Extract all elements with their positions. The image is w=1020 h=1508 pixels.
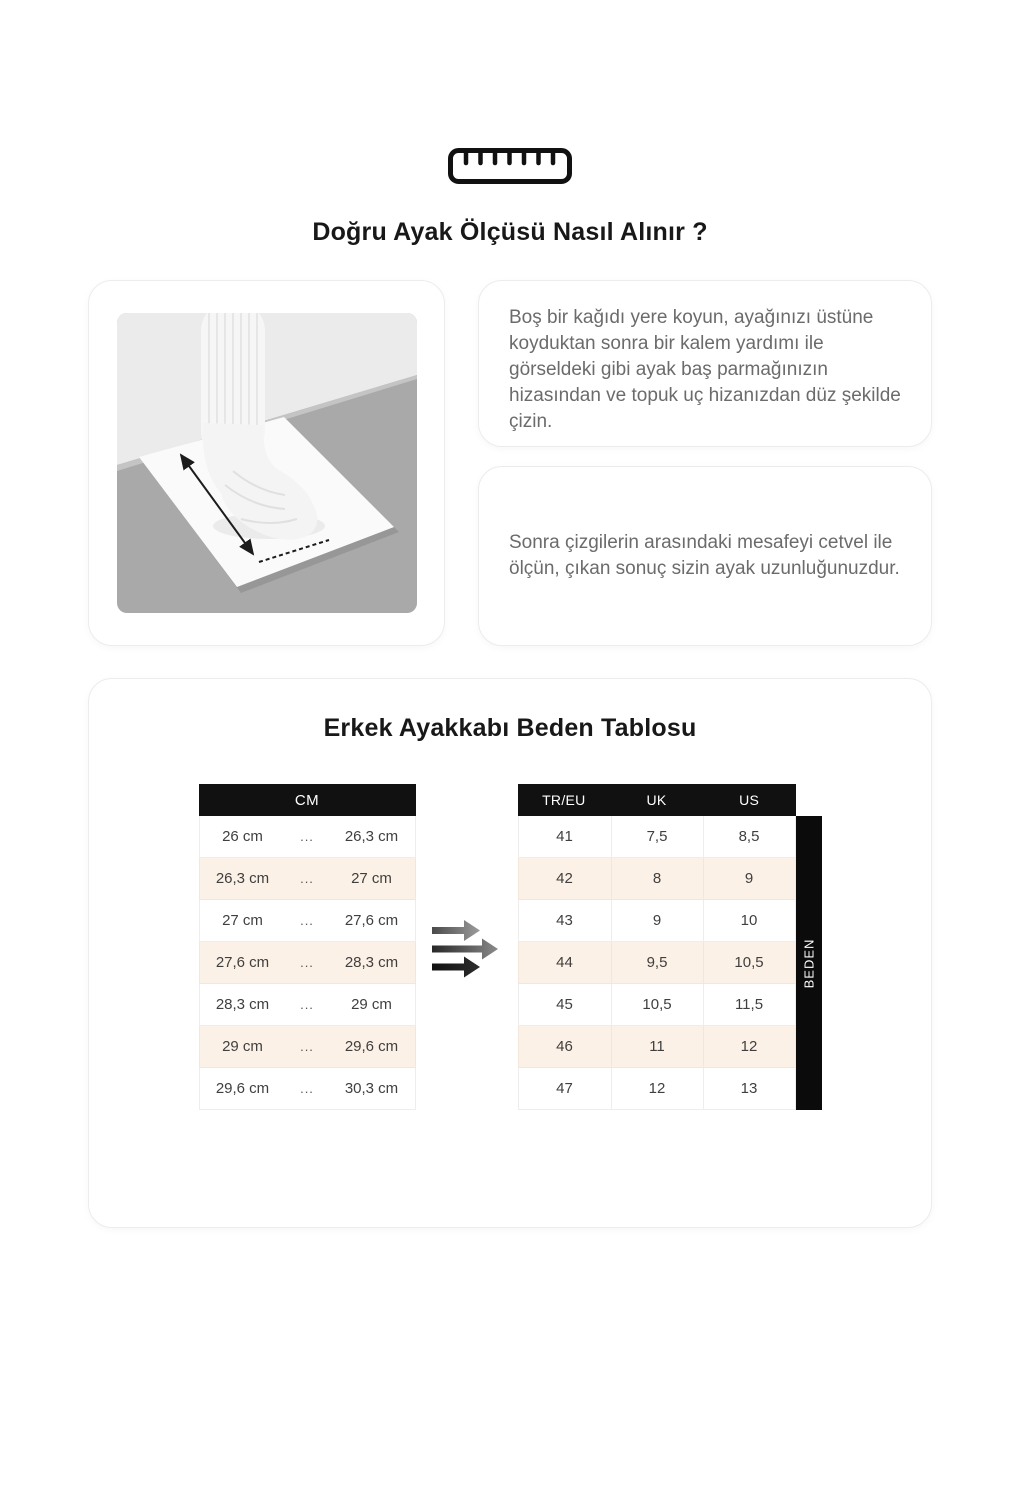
- beden-side-label: [796, 816, 822, 1110]
- size-cell: 13: [703, 1068, 795, 1109]
- cm-row: [199, 858, 416, 900]
- size-cell: 9,5: [611, 942, 703, 983]
- page-content: [88, 148, 932, 1228]
- cm-range-dots: ...: [300, 871, 314, 886]
- cm-range-dots: ...: [300, 913, 314, 928]
- size-cell: 9: [703, 858, 795, 899]
- size-cell: 11: [611, 1026, 703, 1067]
- size-cell: 7,5: [611, 816, 703, 857]
- size-row: [518, 942, 796, 984]
- size-cell: 8: [611, 858, 703, 899]
- instructions-column: [478, 280, 932, 646]
- cm-to: 30,3 cm: [344, 1080, 399, 1097]
- size-chart-title: Erkek Ayakkabı Beden Tablosu: [323, 714, 697, 742]
- cm-range-dots: ...: [300, 997, 314, 1012]
- size-row: [518, 1026, 796, 1068]
- cm-to: 26,3 cm: [344, 828, 399, 845]
- cm-from: 27,6 cm: [215, 954, 270, 971]
- size-cell: 43: [556, 912, 573, 929]
- cm-table: [199, 784, 416, 1110]
- cm-row: [199, 1026, 416, 1068]
- size-cell: 12: [611, 1068, 703, 1109]
- page-title: Doğru Ayak Ölçüsü Nasıl Alınır ?: [312, 218, 708, 246]
- cm-from: 28,3 cm: [215, 996, 270, 1013]
- size-cell: 46: [556, 1038, 573, 1055]
- size-chart-tables: [89, 784, 931, 1110]
- instruction-text-2: Sonra çizgilerin arasındaki mesafeyi cetvel ile ölçün, çıkan sonuç sizin ayak uzunluğunuzdur.: [509, 532, 900, 579]
- cm-to: 27,6 cm: [344, 912, 399, 929]
- size-table-header-row: [518, 784, 796, 816]
- foot-measurement-photo: [117, 313, 417, 613]
- size-row: [518, 816, 796, 858]
- cm-from: 29 cm: [222, 1038, 263, 1055]
- size-cell: 10,5: [611, 984, 703, 1025]
- size-cell: 41: [556, 828, 573, 845]
- instruction-card-1: [478, 280, 932, 447]
- cm-to: 27 cm: [351, 870, 392, 887]
- cm-range-dots: ...: [300, 955, 314, 970]
- cm-range-dots: ...: [300, 1039, 314, 1054]
- size-cell: 10,5: [703, 942, 795, 983]
- size-row: [518, 984, 796, 1026]
- cm-from: 26 cm: [222, 828, 263, 845]
- size-cell: 8,5: [703, 816, 795, 857]
- size-col-header-tr-eu: TR/EU: [542, 792, 586, 808]
- ruler-icon: [448, 148, 572, 184]
- cm-row: [199, 1068, 416, 1110]
- size-table-wrap: [518, 784, 822, 1110]
- cm-row: [199, 816, 416, 858]
- size-row: [518, 858, 796, 900]
- cm-range-dots: ...: [300, 829, 314, 844]
- cm-to: 29 cm: [351, 996, 392, 1013]
- size-chart-card: [88, 678, 932, 1228]
- size-col-header-uk: UK: [646, 792, 667, 808]
- cm-from: 26,3 cm: [215, 870, 270, 887]
- triple-right-arrows-icon: [432, 784, 502, 982]
- cm-range-dots: ...: [300, 1081, 314, 1096]
- size-cell: 10: [703, 900, 795, 941]
- cm-to: 29,6 cm: [344, 1038, 399, 1055]
- size-cell: 42: [556, 870, 573, 887]
- cm-to: 28,3 cm: [344, 954, 399, 971]
- how-to-section: [88, 280, 932, 646]
- size-row: [518, 900, 796, 942]
- cm-table-header: CM: [199, 784, 416, 816]
- size-row: [518, 1068, 796, 1110]
- size-cell: 45: [556, 996, 573, 1013]
- size-table: [518, 784, 796, 1110]
- size-cell: 12: [703, 1026, 795, 1067]
- cm-row: [199, 900, 416, 942]
- size-cell: 44: [556, 954, 573, 971]
- size-col-header-us: US: [739, 792, 760, 808]
- cm-row: [199, 942, 416, 984]
- beden-label-text: BEDEN: [801, 938, 817, 988]
- instruction-card-2: [478, 466, 932, 646]
- cm-from: 29,6 cm: [215, 1080, 270, 1097]
- measurement-photo-card: [88, 280, 445, 646]
- cm-from: 27 cm: [222, 912, 263, 929]
- size-cell: 47: [556, 1080, 573, 1097]
- cm-row: [199, 984, 416, 1026]
- size-cell: 9: [611, 900, 703, 941]
- instruction-text-1: Boş bir kağıdı yere koyun, ayağınızı üstüne koyduktan sonra bir kalem yardımı ile görseldeki gibi ayak baş parmağınızın hizasından ve topuk uç hizanızdan düz şekilde çizin.: [509, 307, 901, 432]
- size-cell: 11,5: [703, 984, 795, 1025]
